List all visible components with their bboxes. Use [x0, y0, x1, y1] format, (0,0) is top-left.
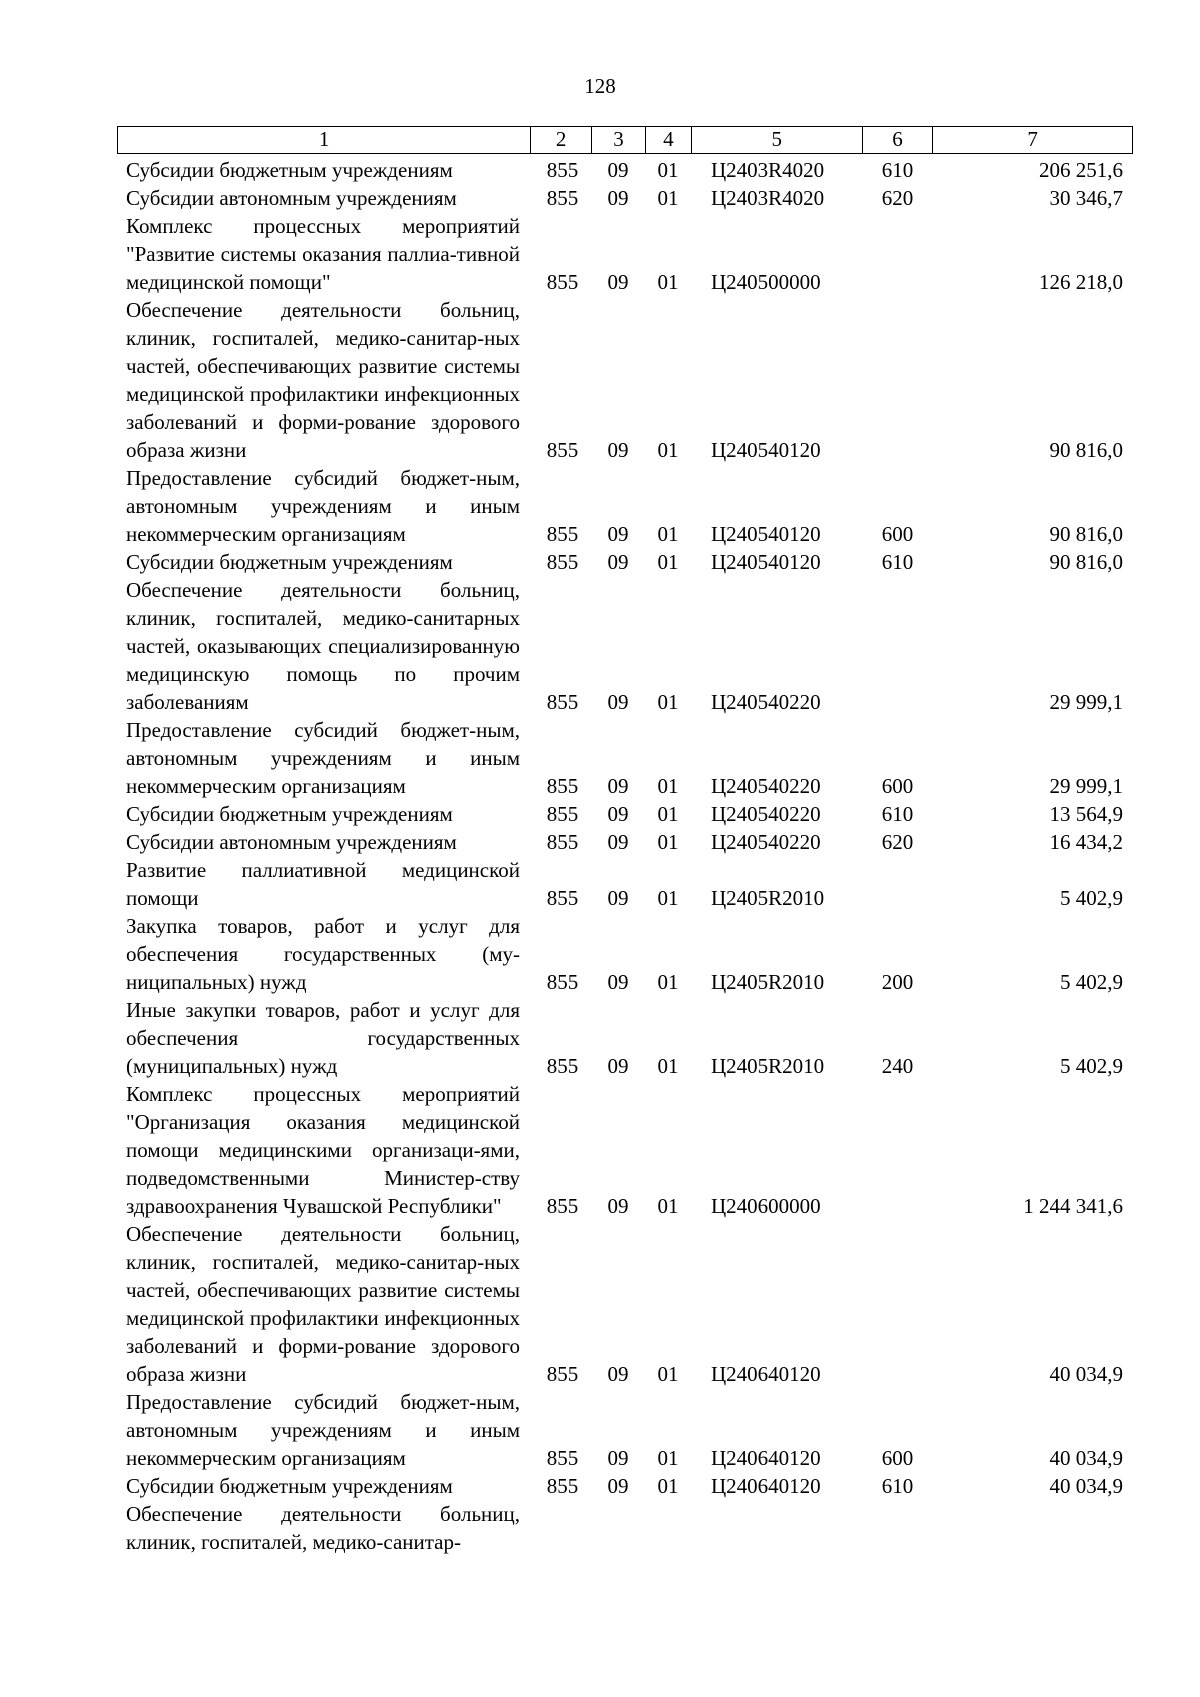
cell-amount: 206 251,6 — [1039, 158, 1123, 182]
cell-section: 09 — [607, 186, 629, 210]
table-row — [117, 548, 1133, 576]
cell-expense-type: 600 — [881, 1446, 914, 1470]
cell-amount: 40 034,9 — [1049, 1446, 1123, 1470]
table-row — [117, 716, 1133, 800]
row-description: Комплекс процессных мероприятий "Организация оказания медицинской помощи медицинскими организаци-ями, подведомственными Министер-ству здравоохранения Чувашской Республики" — [126, 1082, 520, 1218]
table-header — [117, 126, 1133, 154]
table-row — [117, 1388, 1133, 1472]
table-row — [117, 1080, 1133, 1220]
cell-target-article: Ц240540220 — [711, 802, 821, 826]
cell-section: 09 — [607, 550, 629, 574]
row-description: Иные закупки товаров, работ и услуг для обеспечения государственных (муниципальных) нужд — [126, 998, 520, 1078]
table-body — [117, 156, 1133, 1556]
page-number: 128 — [584, 74, 616, 98]
row-description: Обеспечение деятельности больниц, клиник, госпиталей, медико-санитар-ных частей, обеспечивающих развитие системы медицинской профилактики инфекционных заболеваний и форми-рование здорового образа жизни — [126, 1222, 520, 1386]
cell-section: 09 — [607, 158, 629, 182]
cell-target-article: Ц240540220 — [711, 774, 821, 798]
cell-expense-type: 200 — [881, 970, 914, 994]
cell-subsection: 01 — [657, 1446, 679, 1470]
header-cell-2: 2 — [530, 127, 591, 153]
cell-ministry-code: 855 — [546, 522, 579, 546]
cell-target-article: Ц240640120 — [711, 1474, 821, 1498]
table-row — [117, 1500, 1133, 1556]
cell-target-article: Ц240540120 — [711, 522, 821, 546]
row-description: Обеспечение деятельности больниц, клиник, госпиталей, медико-санитар-ных частей, обеспечивающих развитие системы медицинской профилактики инфекционных заболеваний и форми-рование здорового образа жизни — [126, 298, 520, 462]
cell-ministry-code: 855 — [546, 186, 579, 210]
cell-amount: 90 816,0 — [1049, 550, 1123, 574]
table-row — [117, 212, 1133, 296]
header-cell-6: 6 — [862, 127, 933, 153]
header-cell-1: 1 — [318, 127, 330, 151]
cell-amount: 90 816,0 — [1049, 522, 1123, 546]
cell-section: 09 — [607, 522, 629, 546]
cell-ministry-code: 855 — [546, 774, 579, 798]
cell-expense-type: 620 — [881, 830, 914, 854]
cell-expense-type: 240 — [881, 1054, 914, 1078]
cell-ministry-code: 855 — [546, 438, 579, 462]
row-description: Субсидии бюджетным учреждениям — [126, 802, 453, 826]
cell-subsection: 01 — [657, 886, 679, 910]
cell-subsection: 01 — [657, 830, 679, 854]
row-description: Субсидии бюджетным учреждениям — [126, 550, 453, 574]
cell-subsection: 01 — [657, 802, 679, 826]
cell-expense-type: 610 — [881, 550, 914, 574]
cell-ministry-code: 855 — [546, 970, 579, 994]
cell-amount: 40 034,9 — [1049, 1362, 1123, 1386]
cell-section: 09 — [607, 1194, 629, 1218]
cell-ministry-code: 855 — [546, 690, 579, 714]
cell-ministry-code: 855 — [546, 1194, 579, 1218]
table-row — [117, 800, 1133, 828]
cell-expense-type: 610 — [881, 802, 914, 826]
cell-expense-type: 610 — [881, 158, 914, 182]
row-description: Предоставление субсидий бюджет-ным, автономным учреждениям и иным некоммерческим организациям — [126, 466, 520, 546]
header-cell-5: 5 — [691, 127, 862, 153]
cell-section: 09 — [607, 774, 629, 798]
cell-amount: 1 244 341,6 — [1023, 1194, 1123, 1218]
cell-ministry-code: 855 — [546, 158, 579, 182]
cell-target-article: Ц240540120 — [711, 550, 821, 574]
row-description: Субсидии автономным учреждениям — [126, 186, 457, 210]
cell-target-article: Ц240540120 — [711, 438, 821, 462]
cell-section: 09 — [607, 438, 629, 462]
cell-amount: 13 564,9 — [1049, 802, 1123, 826]
cell-subsection: 01 — [657, 774, 679, 798]
cell-expense-type: 600 — [881, 522, 914, 546]
table-row — [117, 156, 1133, 184]
table-row — [117, 1472, 1133, 1500]
row-description: Субсидии автономным учреждениям — [126, 830, 457, 854]
cell-ministry-code: 855 — [546, 1054, 579, 1078]
row-description: Комплекс процессных мероприятий "Развитие системы оказания паллиа-тивной медицинской помощи" — [126, 214, 520, 294]
cell-subsection: 01 — [657, 1054, 679, 1078]
cell-subsection: 01 — [657, 690, 679, 714]
row-description: Развитие паллиативной медицинской помощи — [126, 858, 520, 910]
cell-target-article: Ц240540220 — [711, 830, 821, 854]
cell-section: 09 — [607, 1054, 629, 1078]
cell-section: 09 — [607, 1362, 629, 1386]
row-description: Предоставление субсидий бюджет-ным, автономным учреждениям и иным некоммерческим организациям — [126, 1390, 520, 1470]
row-description: Обеспечение деятельности больниц, клиник, госпиталей, медико-санитарных частей, оказывающих специализированную медицинскую помощь по прочим заболеваниям — [126, 578, 520, 714]
cell-section: 09 — [607, 802, 629, 826]
cell-section: 09 — [607, 1446, 629, 1470]
cell-section: 09 — [607, 1474, 629, 1498]
cell-amount: 40 034,9 — [1049, 1474, 1123, 1498]
cell-ministry-code: 855 — [546, 1362, 579, 1386]
cell-amount: 30 346,7 — [1049, 186, 1123, 210]
cell-amount: 90 816,0 — [1049, 438, 1123, 462]
cell-subsection: 01 — [657, 270, 679, 294]
cell-subsection: 01 — [657, 970, 679, 994]
cell-subsection: 01 — [657, 158, 679, 182]
cell-ministry-code: 855 — [546, 886, 579, 910]
cell-target-article: Ц240540220 — [711, 690, 821, 714]
cell-ministry-code: 855 — [546, 1474, 579, 1498]
cell-target-article: Ц2403R4020 — [711, 186, 825, 210]
cell-amount: 5 402,9 — [1060, 1054, 1123, 1078]
row-description: Предоставление субсидий бюджет-ным, автономным учреждениям и иным некоммерческим организациям — [126, 718, 520, 798]
cell-target-article: Ц2405R2010 — [711, 970, 825, 994]
table-row — [117, 296, 1133, 464]
cell-section: 09 — [607, 690, 629, 714]
cell-amount: 126 218,0 — [1039, 270, 1123, 294]
table-row — [117, 996, 1133, 1080]
cell-subsection: 01 — [657, 1362, 679, 1386]
cell-target-article: Ц2405R2010 — [711, 886, 825, 910]
cell-target-article: Ц2405R2010 — [711, 1054, 825, 1078]
cell-section: 09 — [607, 970, 629, 994]
cell-section: 09 — [607, 270, 629, 294]
cell-amount: 29 999,1 — [1049, 690, 1123, 714]
cell-ministry-code: 855 — [546, 830, 579, 854]
cell-ministry-code: 855 — [546, 550, 579, 574]
cell-subsection: 01 — [657, 1194, 679, 1218]
cell-target-article: Ц240640120 — [711, 1446, 821, 1470]
cell-target-article: Ц240600000 — [711, 1194, 821, 1218]
cell-amount: 16 434,2 — [1049, 830, 1123, 854]
cell-ministry-code: 855 — [546, 270, 579, 294]
cell-ministry-code: 855 — [546, 1446, 579, 1470]
cell-section: 09 — [607, 886, 629, 910]
cell-amount: 5 402,9 — [1060, 970, 1123, 994]
header-cell-3: 3 — [591, 127, 645, 153]
cell-target-article: Ц240640120 — [711, 1362, 821, 1386]
table-row — [117, 912, 1133, 996]
cell-amount: 5 402,9 — [1060, 886, 1123, 910]
cell-target-article: Ц240500000 — [711, 270, 821, 294]
cell-expense-type: 600 — [881, 774, 914, 798]
table-row — [117, 464, 1133, 548]
table-row — [117, 576, 1133, 716]
table-row — [117, 856, 1133, 912]
header-cell-7: 7 — [932, 127, 1132, 153]
cell-subsection: 01 — [657, 438, 679, 462]
cell-subsection: 01 — [657, 186, 679, 210]
row-description: Закупка товаров, работ и услуг для обеспечения государственных (му-ниципальных) нужд — [126, 914, 520, 994]
table-row — [117, 828, 1133, 856]
cell-amount: 29 999,1 — [1049, 774, 1123, 798]
row-description: Обеспечение деятельности больниц, клиник, госпиталей, медико-санитар- — [126, 1502, 520, 1554]
table-row — [117, 184, 1133, 212]
cell-target-article: Ц2403R4020 — [711, 158, 825, 182]
cell-subsection: 01 — [657, 522, 679, 546]
cell-subsection: 01 — [657, 550, 679, 574]
cell-ministry-code: 855 — [546, 802, 579, 826]
row-description: Субсидии бюджетным учреждениям — [126, 158, 453, 182]
cell-section: 09 — [607, 830, 629, 854]
cell-expense-type: 620 — [881, 186, 914, 210]
table-row — [117, 1220, 1133, 1388]
row-description: Субсидии бюджетным учреждениям — [126, 1474, 453, 1498]
cell-subsection: 01 — [657, 1474, 679, 1498]
cell-expense-type: 610 — [881, 1474, 914, 1498]
header-cell-4: 4 — [645, 127, 691, 153]
